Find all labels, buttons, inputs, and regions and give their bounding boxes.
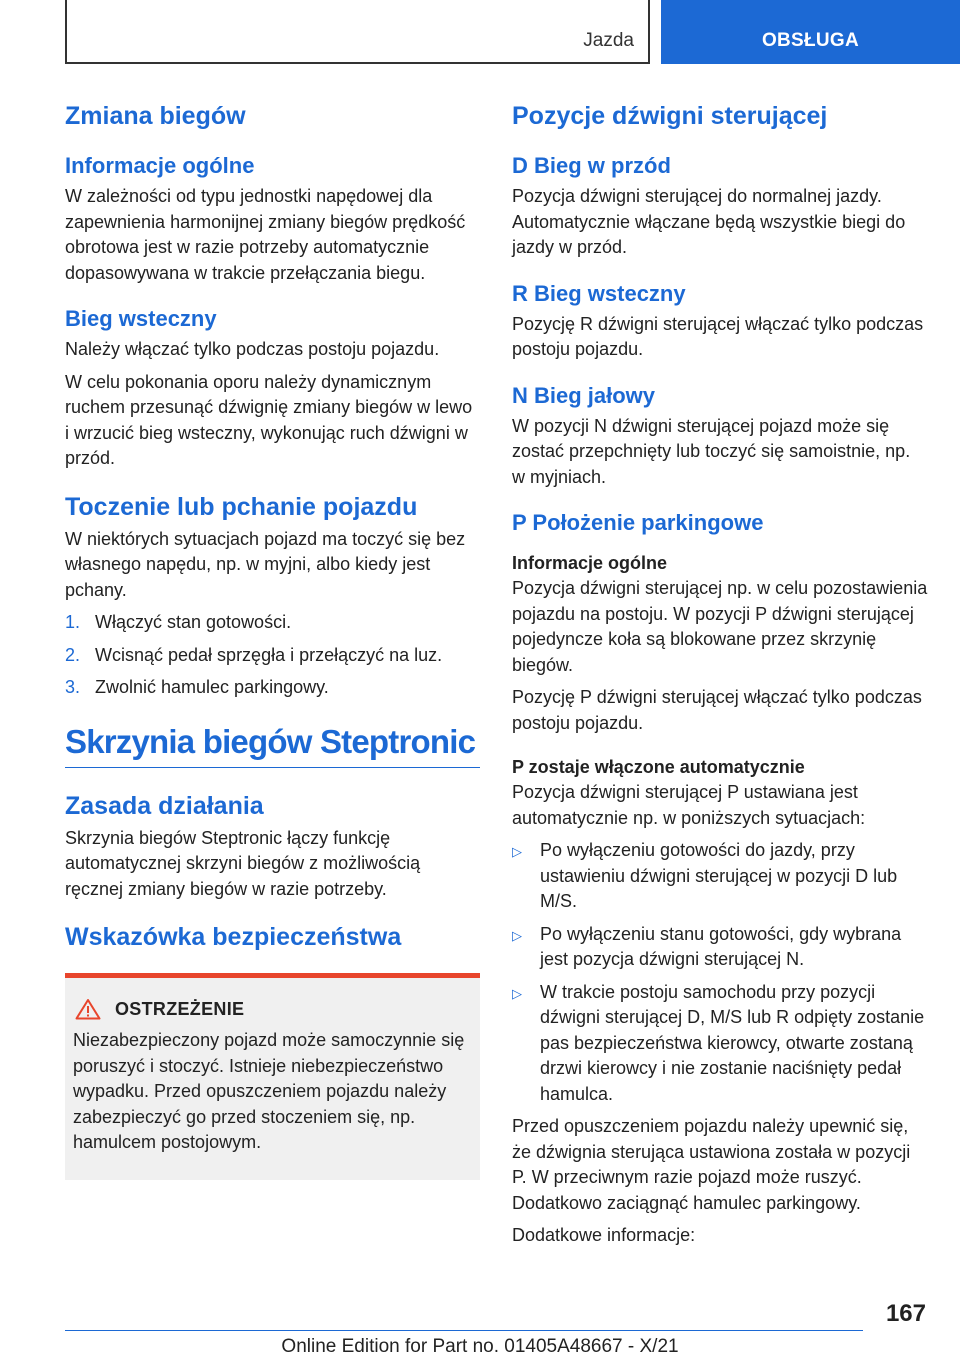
paragraph-zasada: Skrzynia biegów Steptronic łączy funkcję automatycznej skrzyni biegów z możliwością ręcznej zmiany biegów w razie potrzeby. (65, 827, 421, 899)
steps-list (65, 610, 480, 701)
heading-pozycje-dzwigni: Pozycje dźwigni sterującej (512, 102, 828, 130)
paragraph-przed-opuszczeniem: Przed opuszczeniem pojazdu należy upewnić się, że dźwignia sterująca ustawiona została w pozycji P. W przeciwnym razie pojazd może ruszyć. Dodatkowo zaciągnąć hamulec parkingowy. (512, 1116, 911, 1213)
header-frame (65, 0, 650, 64)
paragraph-bieg-d: Pozycja dźwigni sterującej do normalnej jazdy. Automatycznie włączane będą wszystkie biegi do jazdy w przód. (512, 186, 906, 257)
step-text: Włączyć stan gotowości. (95, 612, 292, 632)
paragraph-bieg-2: W celu pokonania oporu należy dynamicznym ruchem przesunąć dźwignię zmiany biegów w lewo i wrzucić bieg wsteczny, wykonując ruch dźwigni w przód. (65, 371, 473, 468)
step-text: Wcisnąć pedał sprzęgła i przełączyć na luz. (95, 644, 443, 665)
paragraph-p-1: Pozycja dźwigni sterującej np. w celu pozostawienia pojazdu na postoju. W pozycji P dźwigni sterującej pojedyncze koła są blokowane przez skrzynię biegów. (512, 578, 928, 675)
list-item (65, 675, 480, 701)
step-number: 2. (65, 644, 81, 665)
heading-bieg-n: N Bieg jałowy (512, 382, 656, 408)
step-text: Zwolnić hamulec parkingowy. (95, 677, 329, 697)
heading-toczenie: Toczenie lub pchanie pojazdu (65, 492, 418, 521)
bullet-text: Po wyłączeniu gotowości do jazdy, przy ustawieniu dźwigni sterującej w pozycji D lub M/S. (540, 840, 898, 911)
left-column (65, 100, 480, 1180)
bullet-text: Po wyłączeniu stanu gotowości, gdy wybrana jest pozycja dźwigni sterującej N. (540, 923, 902, 969)
heading-bieg-d: D Bieg w przód (512, 153, 671, 178)
paragraph-bieg-1: Należy włączać tylko podczas postoju pojazdu. (65, 339, 440, 359)
warning-title: OSTRZEŻENIE (115, 998, 245, 1019)
paragraph-bieg-n: W pozycji N dźwigni sterującej pojazd może się zostać przepchnięty lub toczyć się samoistnie, np. w myjniach. (512, 415, 911, 487)
list-item (512, 980, 928, 1108)
list-item (65, 643, 480, 669)
subheading-informacje-ogolne: Informacje ogólne (512, 553, 668, 573)
subheading-p-automatycznie: P zostaje włączone automatycznie (512, 757, 805, 777)
bullet-list (512, 838, 928, 1107)
paragraph-dodatkowe: Dodatkowe informacje: (512, 1225, 696, 1245)
heading-zmiana-biegow: Zmiana biegów (65, 102, 246, 130)
triangle-bullet-icon: ▷ (512, 985, 522, 1001)
bullet-text: W trakcie postoju samochodu przy pozycji dźwigni sterującej D, M/S lub R odpięty zostanie pas bezpieczeństwa kierowcy, otwarte zostaną drzwi kierowcy i nie zostanie naciśnięty pedał hamulca. (540, 981, 925, 1104)
paragraph-p-auto: Pozycja dźwigni sterującej P ustawiana jest automatycznie np. w poniższych sytuacjach: (512, 782, 866, 828)
triangle-bullet-icon: ▷ (512, 844, 522, 859)
step-number: 1. (65, 612, 81, 632)
heading-polozenie-p: P Położenie parkingowe (512, 510, 764, 535)
page-number: 167 (885, 1300, 926, 1327)
footer-edition[interactable]: Online Edition for Part no. 01405A48667 - X/21 (281, 1336, 679, 1357)
paragraph-bieg-r: Pozycję R dźwigni sterującej włączać tylko podczas postoju pojazdu. (512, 313, 924, 359)
warning-text: Niezabezpieczony pojazd może samoczynnie się poruszyć i stoczyć. Istnieje niebezpieczeństwo wypadku. Przed opuszczeniem pojazdu należy zabezpieczyć go przed stoczeniem się, np. hamulcem postojowym. (73, 1030, 465, 1152)
right-column (512, 100, 928, 1256)
footer-divider (65, 1330, 863, 1331)
warning-box (65, 973, 480, 1180)
paragraph-toczenie: W niektórych sytuacjach pojazd ma toczyć się bez własnego napędu, np. w myjni, albo kiedy jest pchany. (65, 528, 466, 600)
step-number: 3. (65, 677, 81, 697)
warning-triangle-icon (75, 998, 101, 1020)
paragraph-info: W zależności od typu jednostki napędowej dla zapewnienia harmonijnej zmiany biegów prędkość obrotowa jest w razie potrzeby automatycznie dopasowywana w trakcie przełączania biegu. (65, 186, 466, 283)
paragraph-p-2: Pozycję P dźwigni sterującej włączać tylko podczas postoju pojazdu. (512, 687, 922, 733)
list-item (512, 838, 928, 915)
section-title: Jazda (583, 30, 634, 51)
list-item (512, 922, 928, 973)
heading-bieg-wsteczny: Bieg wsteczny (65, 306, 217, 331)
heading-bieg-r: R Bieg wsteczny (512, 280, 686, 306)
triangle-bullet-icon: ▷ (512, 927, 522, 943)
list-item (65, 610, 480, 636)
heading-wskazowka: Wskazówka bezpieczeństwa (65, 923, 402, 951)
warning-header (73, 998, 472, 1020)
heading-informacje-ogolne: Informacje ogólne (65, 153, 255, 178)
heading-zasada-dzialania: Zasada działania (65, 791, 264, 820)
chapter-tab[interactable]: OBSŁUGA (661, 0, 960, 64)
heading-skrzynia-steptronic: Skrzynia biegów Steptronic (65, 721, 480, 768)
